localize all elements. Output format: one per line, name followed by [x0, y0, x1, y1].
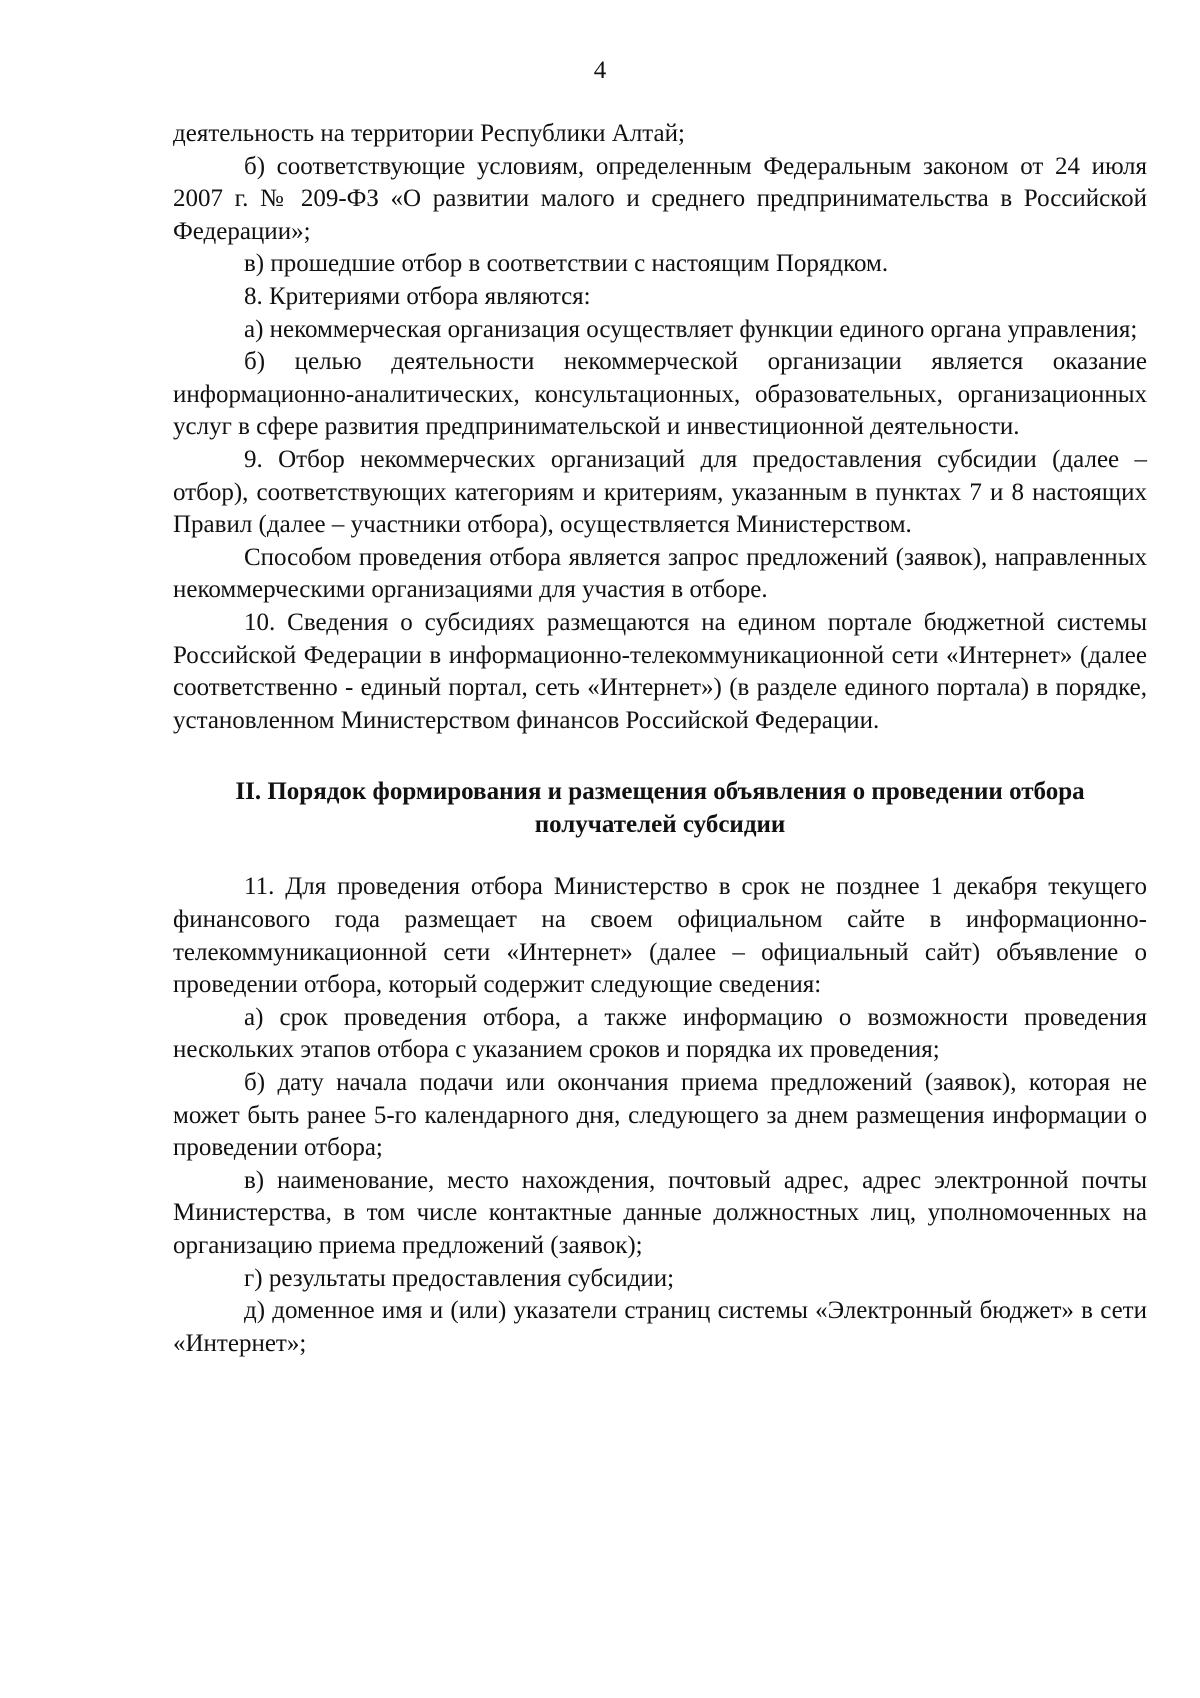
document-body: [173, 118, 1147, 1360]
paragraph-continuation: деятельность на территории Республики Алтай;: [173, 120, 685, 147]
paragraph-clause-11: 11. Для проведения отбора Министерство в срок не позднее 1 декабря текущего финансового года размещает на своем официальном сайте в информационно-телекоммуникационной сети «Интернет» (далее – официальный сайт) объявление о проведении отбора, который содержит следующие сведения:: [173, 873, 1147, 999]
paragraph-criterion-a: а) некоммерческая организация осуществляет функции единого органа управления;: [244, 315, 1138, 343]
paragraph-item-b-conditions: б) соответствующие условиям, определенным Федеральным законом от 24 июля 2007 г. № 209-ФЗ «О развитии малого и среднего предпринимательства в Российской Федерации»;: [173, 152, 1147, 245]
section-heading-line-1: II. Порядок формирования и размещения объявления о проведении отбора: [235, 778, 1085, 806]
page-number: 4: [593, 57, 607, 84]
paragraph-item-v-selection: в) прошедшие отбор в соответствии с настоящим Порядком.: [244, 250, 889, 278]
paragraph-info-b: б) дату начала подачи или окончания приема предложений (заявок), которая не может быть ранее 5-го календарного дня, следующего за днем размещения информации о проведении отбора;: [173, 1069, 1147, 1162]
paragraph-selection-method: Способом проведения отбора является запрос предложений (заявок), направленных некоммерческими организациями для участия в отборе.: [173, 543, 1147, 604]
paragraph-info-g: г) результаты предоставления субсидии;: [244, 1264, 675, 1292]
paragraph-info-a: а) срок проведения отбора, а также информацию о возможности проведения нескольких этапов отбора с указанием сроков и порядка их проведения;: [173, 1003, 1147, 1064]
section-heading: [173, 776, 1147, 841]
section-heading-line-2: получателей субсидии: [534, 810, 786, 838]
paragraph-info-d: д) доменное имя и (или) указатели страниц системы «Электронный бюджет» в сети «Интернет»;: [173, 1297, 1147, 1357]
paragraph-info-v: в) наименование, место нахождения, почтовый адрес, адрес электронной почты Министерства, в том числе контактные данные должностных лиц, уполномоченных на организацию приема предложений (заявок);: [173, 1166, 1147, 1259]
paragraph-clause-8: 8. Критериями отбора являются:: [244, 282, 591, 310]
paragraph-clause-10: 10. Сведения о субсидиях размещаются на едином портале бюджетной системы Российской Федерации в информационно-телекоммуникационной сети «Интернет» (далее соответственно - единый портал, сеть «Интернет») (в разделе единого портала) в порядке, установленном Министерством финансов Российской Федерации.: [173, 608, 1147, 734]
paragraph-clause-9: 9. Отбор некоммерческих организаций для предоставления субсидии (далее – отбор), соответствующих категориям и критериям, указанным в пунктах 7 и 8 настоящих Правил (далее – участники отбора), осуществляется Министерством.: [173, 445, 1147, 539]
paragraph-criterion-b: б) целью деятельности некоммерческой организации является оказание информационно-аналитических, консультационных, образовательных, организационных услуг в сфере развития предпринимательской и инвестиционной деятельности.: [173, 348, 1147, 441]
